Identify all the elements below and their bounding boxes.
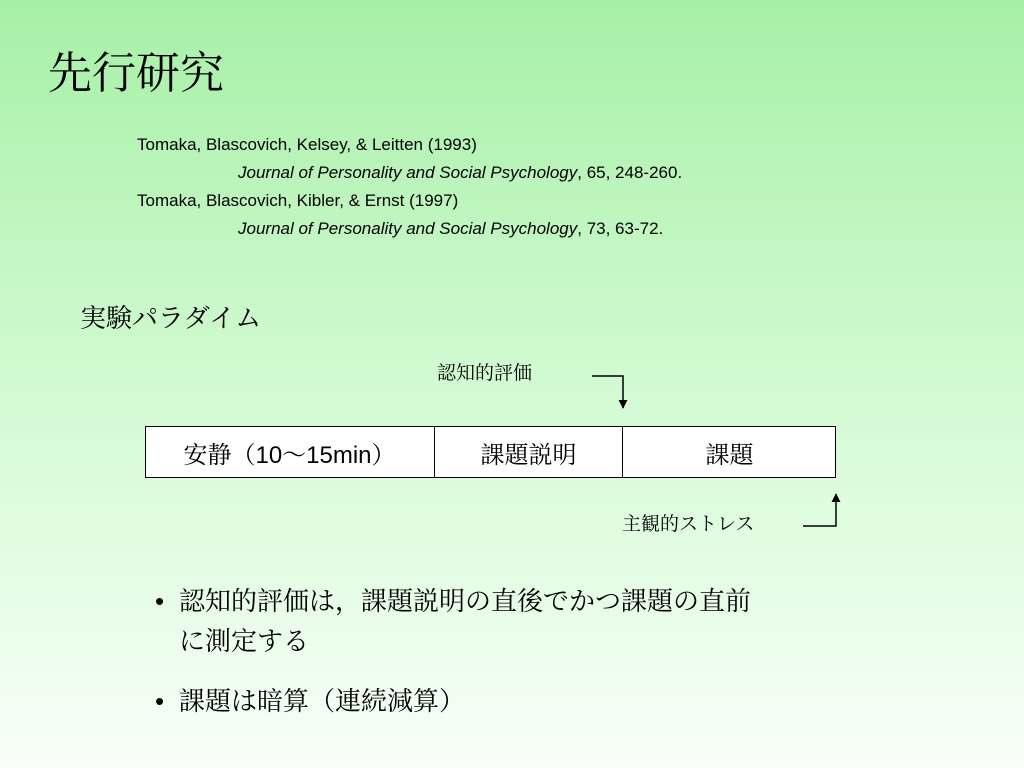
paradigm-heading: 実験パラダイム bbox=[80, 303, 262, 333]
reference-1-authors: Tomaka, Blascovich, Kelsey, & Leitten (1993) bbox=[137, 135, 477, 154]
bullet-item bbox=[155, 681, 925, 721]
bullet-item bbox=[155, 581, 925, 661]
reference-2-journal: Journal of Personality and Social Psychology bbox=[238, 219, 578, 238]
bullet-line: に測定する bbox=[179, 626, 310, 656]
phase-rest: 安静（10～15min） bbox=[145, 426, 435, 478]
reference-2-details: , 73, 63-72. bbox=[577, 219, 664, 238]
bullet-marker: • bbox=[155, 686, 165, 716]
phase-task: 課題 bbox=[705, 441, 754, 469]
stress-arrow bbox=[803, 494, 836, 526]
reference-1-journal: Journal of Personality and Social Psychology bbox=[238, 163, 578, 182]
bullet-marker: • bbox=[155, 586, 165, 616]
phase-task-explanation: 課題説明 bbox=[435, 426, 623, 478]
reference-2-authors: Tomaka, Blascovich, Kibler, & Ernst (1997) bbox=[137, 191, 459, 210]
appraisal-label: 認知的評価 bbox=[437, 363, 533, 384]
stress-label: 主観的ストレス bbox=[622, 514, 755, 535]
bullet-line: 課題は暗算（連続減算） bbox=[179, 686, 466, 716]
slide-title: 先行研究 bbox=[48, 49, 224, 98]
bullet-line: 認知的評価は，課題説明の直後でかつ課題の直前 bbox=[179, 586, 752, 616]
reference-1-details: , 65, 248-260. bbox=[577, 163, 683, 182]
appraisal-arrow bbox=[592, 376, 623, 408]
